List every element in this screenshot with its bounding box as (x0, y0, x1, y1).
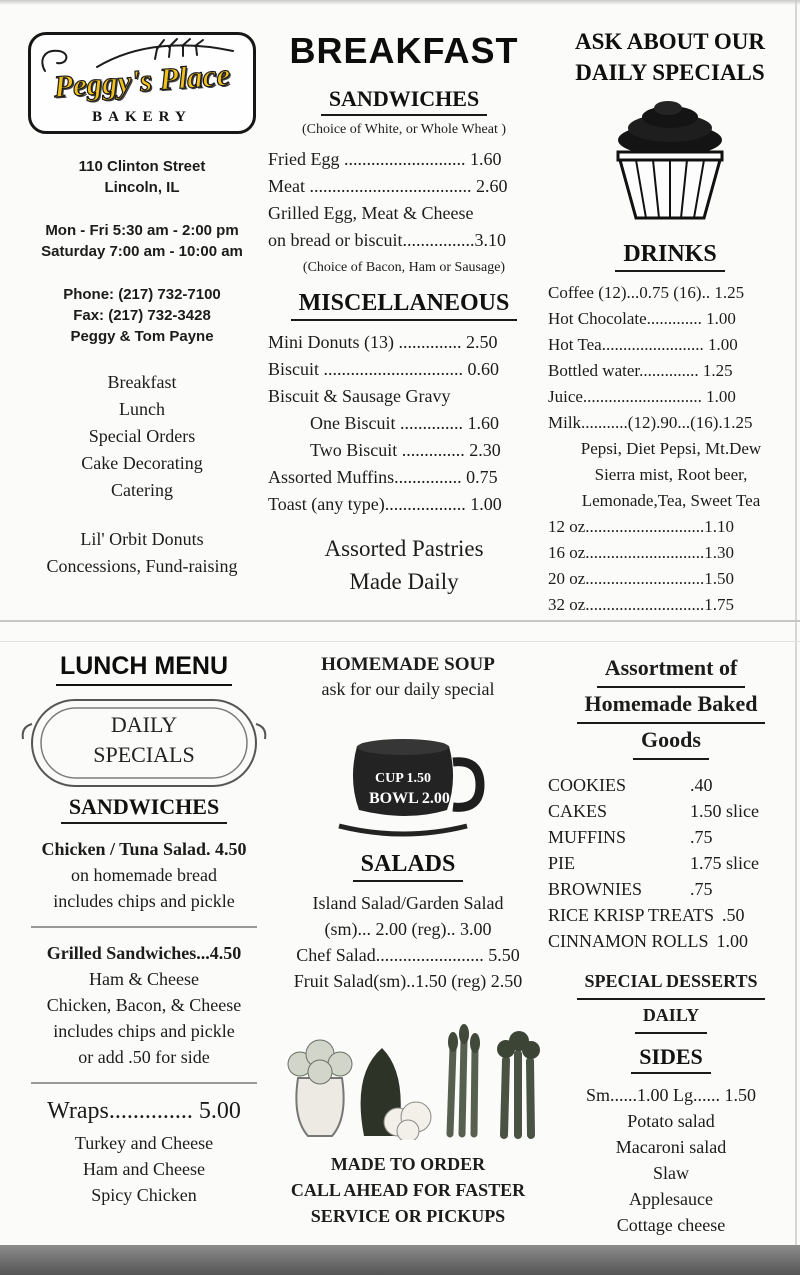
menu-line: on bread or biscuit................3.10 (268, 230, 506, 250)
extra-item: Concessions, Fund-raising (46, 556, 238, 576)
breakfast-title: BREAKFAST (289, 30, 519, 71)
extras-list (20, 526, 264, 580)
drink-line: Hot Tea........................ 1.00 (548, 335, 738, 354)
special-desserts-line: DAILY (635, 1000, 707, 1034)
breakfast-sandwich-items (262, 146, 546, 254)
baked-heading-line: Goods (633, 724, 709, 760)
service-item: Lunch (119, 399, 165, 419)
soup-subtitle: ask for our daily special (321, 679, 495, 699)
baked-item: RICE KRISP TREATS .50 (548, 905, 745, 925)
soda-size-line: 20 oz............................1.50 (548, 569, 735, 588)
hours-block (20, 220, 264, 262)
soda-size-line: 32 oz............................1.75 (548, 595, 735, 614)
address-block (20, 156, 264, 198)
order-note (272, 1151, 544, 1229)
side-item: Applesauce (629, 1189, 713, 1209)
divider-line (31, 926, 258, 928)
cupcake-icon (591, 98, 749, 222)
salad-line: Chef Salad........................ 5.50 (296, 945, 520, 965)
homemade-soup-title: HOMEMADE SOUP (321, 654, 495, 675)
bakery-info-column (20, 24, 264, 580)
menu-line: Chicken / Tuna Salad. 4.50 (41, 839, 247, 859)
pastries-line-2: Made Daily (349, 569, 459, 594)
baked-item: COOKIES .40 (548, 775, 713, 795)
bakery-type: BAKERY (92, 109, 192, 125)
hours-saturday: Saturday 7:00 am - 10:00 am (41, 243, 243, 260)
bowl-price-label: BOWL 2.00 (369, 790, 450, 807)
miscellaneous-heading: MISCELLANEOUS (291, 290, 518, 321)
side-item: Cottage cheese (616, 1215, 726, 1235)
owners-line: Peggy & Tom Payne (70, 328, 214, 345)
soda-size-line: 16 oz............................1.30 (548, 543, 735, 562)
cupcake-illustration (546, 98, 794, 227)
drink-line: Juice............................ 1.00 (548, 387, 736, 406)
specials-banner-line-2: DAILY SPECIALS (575, 60, 765, 85)
vegetables-icon (272, 1004, 544, 1140)
menu-line: Mini Donuts (13) .............. 2.50 (268, 332, 498, 352)
specials-drinks-section (546, 26, 794, 618)
menu-line: Turkey and Cheese (74, 1133, 214, 1153)
soda-flavors-line: Sierra mist, Root beer, (594, 465, 748, 484)
bread-choice-note: (Choice of White, or Whole Wheat ) (301, 122, 507, 137)
baked-heading-line: Assortment of (597, 652, 746, 688)
menu-line: Grilled Sandwiches...4.50 (46, 943, 242, 963)
salads-heading: SALADS (353, 851, 464, 882)
pastries-note (262, 532, 546, 598)
menu-line: includes chips and pickle (53, 891, 235, 911)
phone-line: Phone: (217) 732-7100 (63, 286, 221, 303)
drinks-list (546, 280, 794, 618)
drinks-heading: DRINKS (615, 241, 724, 272)
section-divider (0, 620, 800, 622)
specials-banner-line-1: ASK ABOUT OUR (574, 29, 765, 54)
menu-line: Fried Egg ........................... 1.60 (268, 149, 502, 169)
lunch-sandwiches-heading: SANDWICHES (61, 794, 227, 824)
order-note-line: CALL AHEAD FOR FASTER (290, 1180, 526, 1200)
services-list (20, 369, 264, 504)
soda-size-line: 12 oz............................1.10 (548, 517, 735, 536)
breakfast-section (262, 26, 546, 598)
scan-edge-top (0, 0, 800, 5)
contact-block (20, 284, 264, 347)
daily-label: DAILY (110, 712, 178, 737)
vegetables-illustration (272, 1004, 544, 1145)
soda-flavors-line: Pepsi, Diet Pepsi, Mt.Dew (580, 439, 762, 458)
baked-item: BROWNIES .75 (548, 879, 713, 899)
address-line-2: Lincoln, IL (104, 179, 180, 196)
pastries-line-1: Assorted Pastries (324, 536, 484, 561)
menu-line: Assorted Muffins............... 0.75 (268, 467, 498, 487)
bakery-logo (28, 32, 256, 134)
grilled-sandwiches-group (18, 940, 270, 1070)
menu-line: or add .50 for side (78, 1047, 210, 1067)
meat-choice-note: (Choice of Bacon, Ham or Sausage) (302, 260, 506, 275)
soup-mug-icon (313, 710, 503, 842)
salad-line: Fruit Salad(sm)..1.50 (reg) 2.50 (293, 971, 523, 991)
menu-line: on homemade bread (71, 865, 217, 885)
salads-list (272, 890, 544, 994)
menu-line: Two Biscuit .............. 2.30 (310, 440, 501, 460)
menu-line: Biscuit ............................... 0.60 (268, 359, 500, 379)
scan-edge-bottom (0, 1245, 800, 1275)
menu-line: Chicken, Bacon, & Cheese (46, 995, 242, 1015)
chicken-tuna-group (18, 836, 270, 914)
special-desserts-note (546, 966, 796, 1034)
side-item: Macaroni salad (615, 1137, 727, 1157)
menu-line: Ham & Cheese (89, 969, 199, 989)
daily-specials-label (19, 710, 269, 770)
drink-line: Milk...........(12).90...(16).1.25 (548, 413, 753, 432)
menu-line: Meat .................................... 2.60 (268, 176, 508, 196)
order-note-line: MADE TO ORDER (330, 1154, 486, 1174)
sandwiches-heading: SANDWICHES (321, 86, 487, 116)
soda-flavors-line: Lemonade,Tea, Sweet Tea (581, 491, 761, 510)
fax-line: Fax: (217) 732-3428 (73, 307, 211, 324)
hours-weekday: Mon - Fri 5:30 am - 2:00 pm (45, 222, 239, 239)
baked-goods-list (546, 772, 796, 954)
service-item: Catering (111, 480, 173, 500)
wraps-price-line: Wraps.............. 5.00 (47, 1098, 241, 1124)
order-note-line: SERVICE OR PICKUPS (310, 1206, 506, 1226)
specials-label: SPECIALS (93, 742, 195, 767)
menu-line: Biscuit & Sausage Gravy (268, 386, 451, 406)
sides-list (546, 1108, 796, 1238)
special-desserts-line: SPECIAL DESSERTS (577, 966, 766, 1000)
cup-price-label: CUP 1.50 (375, 771, 431, 786)
baked-item: CINNAMON ROLLS 1.00 (548, 931, 749, 951)
baked-goods-section (546, 652, 796, 1238)
miscellaneous-items (262, 329, 546, 518)
soup-salads-section (272, 652, 544, 1229)
service-item: Special Orders (88, 426, 196, 446)
section-divider-thin (0, 641, 800, 642)
drink-line: Bottled water.............. 1.25 (548, 361, 733, 380)
lunch-section (18, 648, 270, 1208)
lunch-menu-title: LUNCH MENU (56, 652, 232, 686)
menu-line: Spicy Chicken (91, 1185, 197, 1205)
salad-line: (sm)... 2.00 (reg).. 3.00 (324, 919, 492, 939)
drink-line: Coffee (12)...0.75 (16).. 1.25 (548, 283, 745, 302)
side-item: Potato salad (627, 1111, 715, 1131)
service-item: Breakfast (107, 372, 177, 392)
menu-line: includes chips and pickle (53, 1021, 235, 1041)
drink-line: Hot Chocolate............. 1.00 (548, 309, 736, 328)
baked-item: CAKES 1.50 slice (548, 801, 759, 821)
menu-line: Toast (any type).................. 1.00 (268, 494, 502, 514)
side-item: Slaw (653, 1163, 689, 1183)
service-item: Cake Decorating (81, 453, 203, 473)
baked-item: PIE 1.75 slice (548, 853, 759, 873)
bakery-name: Peggy's Place (52, 56, 232, 105)
soup-mug-illustration (272, 710, 544, 847)
menu-line: Grilled Egg, Meat & Cheese (268, 203, 474, 223)
sides-price-line: Sm......1.00 Lg...... 1.50 (585, 1085, 756, 1105)
baked-goods-heading (546, 652, 796, 760)
menu-line: One Biscuit .............. 1.60 (310, 413, 499, 433)
daily-specials-platter (19, 692, 269, 792)
menu-line: Ham and Cheese (83, 1159, 205, 1179)
sides-heading: SIDES (631, 1044, 711, 1074)
salad-line: Island Salad/Garden Salad (312, 893, 504, 913)
baked-item: MUFFINS .75 (548, 827, 713, 847)
divider-line (31, 1082, 258, 1084)
address-line-1: 110 Clinton Street (78, 158, 206, 175)
baked-heading-line: Homemade Baked (577, 688, 766, 724)
extra-item: Lil' Orbit Donuts (80, 529, 204, 549)
wraps-group (18, 1130, 270, 1208)
